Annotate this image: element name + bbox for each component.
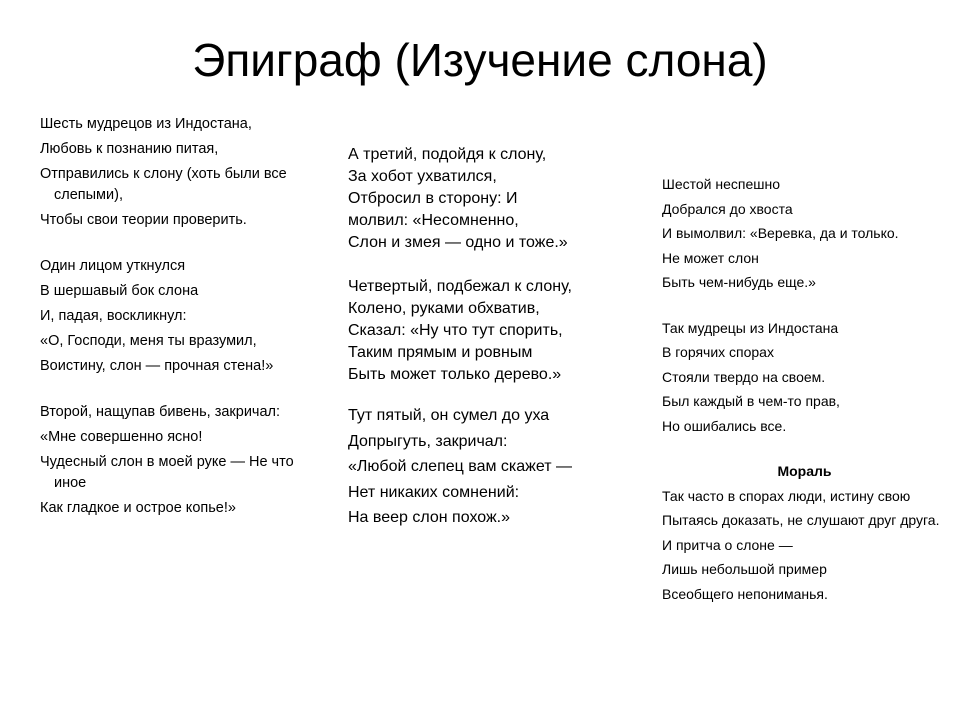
poem-line: За хобот ухватился, [348,168,497,185]
poem-line: Как гладкое и острое копье!» [40,500,236,516]
poem-line: Быть может только дерево.» [348,366,562,383]
poem-line: Допрыгуть, закричал: [348,432,508,450]
poem-line: Но ошибались все. [662,417,787,434]
poem-line: молвил: «Несомненно, [348,212,519,229]
poem-line: И, падая, воскликнул: [40,308,187,324]
poem-line: Тут пятый, он сумел до уха [348,407,550,424]
moral-line: Пытаясь доказать, не слушают друг друга. [662,512,940,528]
poem-line: Стояли твердо на своем. [662,368,826,385]
poem-line: Отправились к слону (хоть были все слепыми), [40,166,287,203]
poem-line: Чтобы свои теории проверить. [40,212,247,228]
poem-line: Был каждый в чем-то прав, [662,393,840,409]
poem-line: Слон и змея — одно и тоже.» [348,234,568,251]
poem-line: «Мне совершенно ясно! [40,429,203,445]
poem-line: Второй, нащупав бивень, закричал: [40,404,281,420]
poem-line: Шестой неспешно [662,176,781,192]
moral-line: Так часто в спорах люди, истину свою [662,487,911,504]
moral-line: Всеобщего непониманья. [662,585,828,602]
poem-column-1 [40,114,315,523]
poem-line: Быть чем-нибудь еще.» [662,274,816,290]
moral-line: И притча о слоне — [662,536,793,553]
poem-line: Любовь к познанию питая, [40,141,219,157]
slide-title: Эпиграф (Изучение слона) [192,34,768,86]
moral-line: Лишь небольшой пример [662,561,827,577]
poem-line: Не может слон [662,249,759,266]
poem-line: На веер слон похож.» [348,509,511,526]
poem-line: А третий, подойдя к слону, [348,146,547,163]
poem-line: В горячих спорах [662,344,774,360]
poem-line: Таким прямым и ровным [348,344,533,361]
poem-line: Один лицом уткнулся [40,258,186,274]
poem-line: В шершавый бок слона [40,283,199,299]
poem-line: Добрался до хвоста [662,200,793,217]
poem-column-2 [348,144,628,531]
poem-line: Чудесный слон в моей руке — Не что иное [40,454,294,491]
poem-line: И вымолвил: «Веревка, да и только. [662,225,899,241]
poem-line: Воистину, слон — прочная стена!» [40,358,274,374]
moral-heading: Мораль [777,463,832,479]
poem-line: «О, Господи, меня ты вразумил, [40,333,257,349]
poem-line: Отбросил в сторону: И [348,190,518,207]
poem-line: Шесть мудрецов из Индостана, [40,116,252,132]
poem-line: Колено, руками обхватив, [348,300,540,317]
poem-line: Нет никаких сомнений: [348,483,520,501]
poem-line: Сказал: «Ну что тут спорить, [348,322,563,339]
poem-line: Четвертый, подбежал к слону, [348,278,572,295]
poem-column-3 [662,174,947,608]
poem-line: «Любой слепец вам скажет — [348,458,573,475]
poem-line: Так мудрецы из Индостана [662,319,839,336]
